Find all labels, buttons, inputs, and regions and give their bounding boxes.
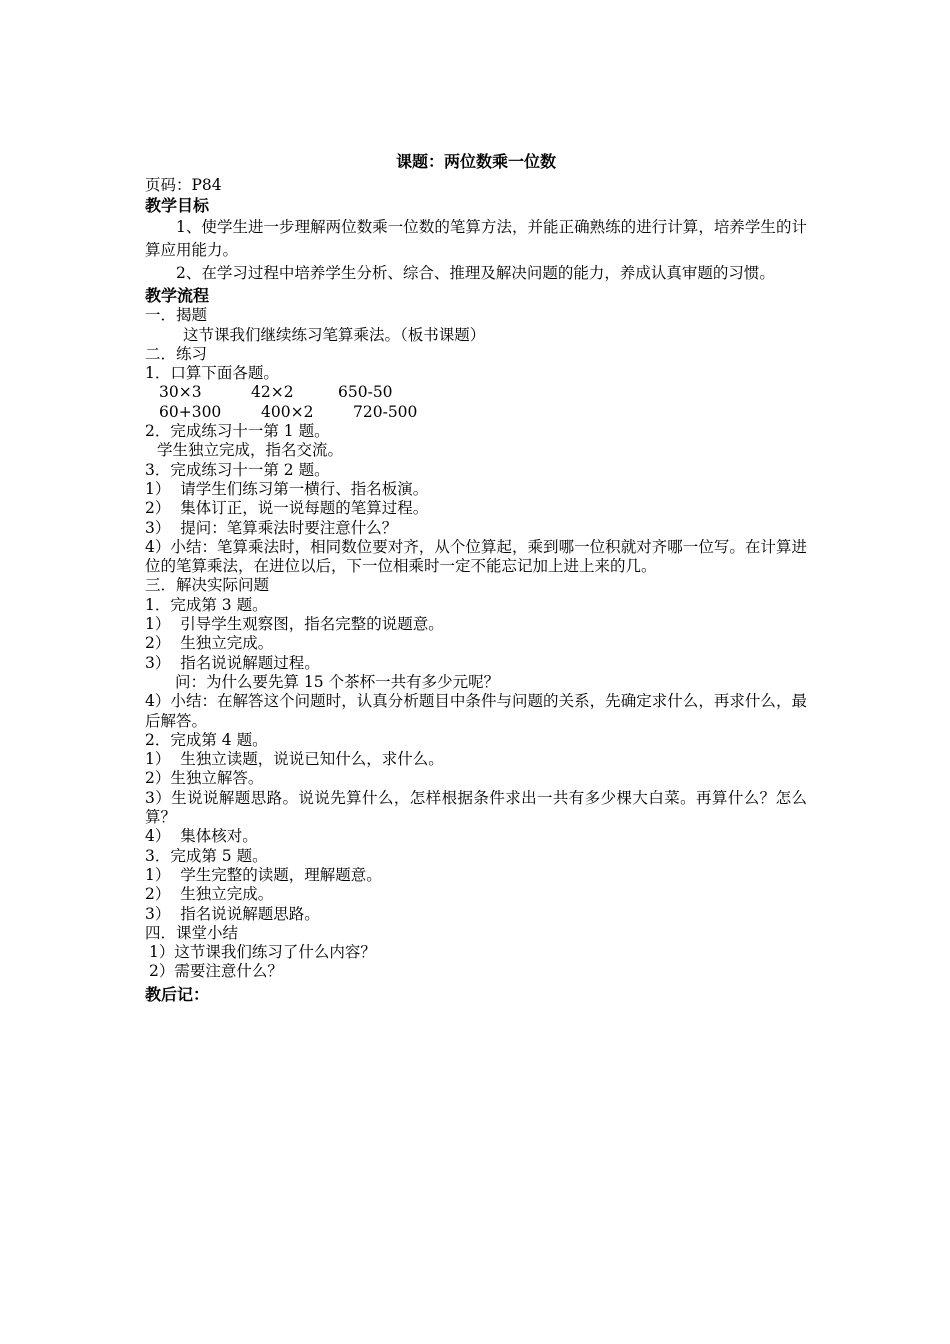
document-title: 课题：两位数乘一位数 [395,152,556,171]
goals-heading: 教学目标 [145,196,210,216]
exercise-3-step-1: 1） 请学生们练习第一横行、指名板演。 [145,479,429,498]
problem-3-step-3: 3） 指名说说解题思路。 [145,904,320,923]
goal-item-1: 1、使学生进一步理解两位数乘一位数的笔算方法，并能正确熟练的进行计算，培养学生的计算应用能力。 [145,218,807,260]
section-3-heading: 三．解决实际问题 [145,576,270,595]
exercise-2: 2．完成练习十一第 1 题。 [145,422,330,441]
section-2-heading: 二．练习 [145,344,208,363]
summary-item-2: 2）需要注意什么？ [149,962,283,981]
exercise-2-text: 学生独立完成，指名交流。 [157,441,344,460]
calc-row-2 [145,403,807,422]
calc-item: 60+300 [159,402,222,421]
calc-item: 400×2 [261,402,314,421]
problem-2-step-4: 4） 集体核对。 [145,827,258,846]
section-1-text: 这节课我们继续练习笔算乘法。（板书课题） [183,325,486,344]
problem-3-step-1: 1） 学生完整的读题，理解题意。 [145,865,382,884]
process-heading: 教学流程 [145,286,210,306]
goal-item-2: 2、在学习过程中培养学生分析、综合、推理及解决问题的能力，养成认真审题的习惯。 [176,264,775,283]
exercise-3: 3．完成练习十一第 2 题。 [145,460,330,479]
problem-2-step-3: 3）生说说解题思路。说说先算什么，怎样根据条件求出一共有多少棵大白菜。再算什么？怎么算？ [145,788,807,827]
exercise-1: 1．口算下面各题。 [145,364,279,383]
exercise-3-step-2: 2） 集体订正，说一说每题的笔算过程。 [145,499,429,518]
afterword-heading: 教后记： [145,984,210,1004]
section-1-heading: 一．揭题 [145,306,208,325]
exercise-3-summary: 4）小结：笔算乘法时，相同数位要对齐，从个位算起，乘到哪一位积就对齐哪一位写。在计算进位的笔算乘法，在进位以后，下一位相乘时一定不能忘记加上进上来的几。 [145,537,807,576]
problem-1-question: 问：为什么要先算 15 个茶杯一共有多少元呢？ [175,672,500,691]
calc-item: 650-50 [338,383,393,402]
problem-1-step-2: 2） 生独立完成。 [145,634,274,653]
problem-1-summary: 4）小结：在解答这个问题时，认真分析题目中条件与问题的关系，先确定求什么，再求什么，最后解答。 [145,692,807,730]
problem-3: 3．完成第 5 题。 [145,846,268,865]
problem-3-step-2: 2） 生独立完成。 [145,885,274,904]
document-page [145,150,807,1006]
problem-1: 1．完成第 3 题。 [145,595,268,614]
problem-2-step-2: 2）生独立解答。 [145,769,264,788]
problem-2-step-1: 1） 生独立读题，说说已知什么，求什么。 [145,750,444,769]
exercise-3-step-3: 3） 提问：笔算乘法时要注意什么？ [145,518,398,537]
section-4-heading: 四．课堂小结 [145,923,239,942]
problem-1-step-3: 3） 指名说说解题过程。 [145,653,320,672]
page-code: 页码：P84 [145,176,222,194]
calc-item: 720-500 [353,402,418,421]
calc-item: 30×3 [159,383,202,402]
problem-2: 2．完成第 4 题。 [145,730,268,749]
calc-row-1 [145,383,807,402]
problem-1-step-1: 1） 引导学生观察图，指名完整的说题意。 [145,615,444,634]
summary-item-1: 1）这节课我们练习了什么内容？ [149,943,376,962]
calc-item: 42×2 [251,383,294,402]
